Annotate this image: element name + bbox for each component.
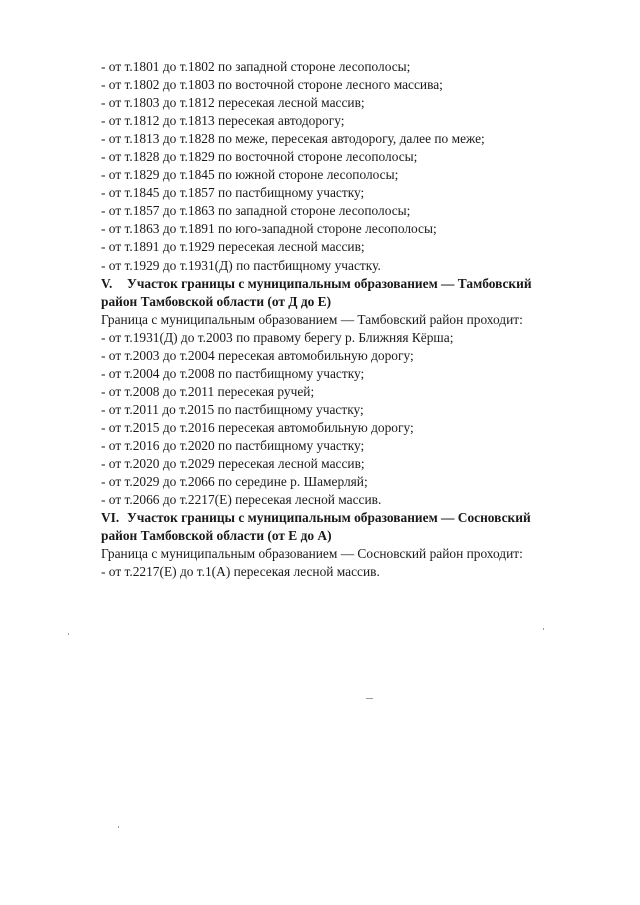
section-vi-heading [101, 509, 611, 527]
list-item: - от т.1829 до т.1845 по южной стороне лесополосы; [101, 167, 399, 183]
section-v-title-line2: район Тамбовской области (от Д до Е) [101, 293, 332, 309]
list-item: - от т.1929 до т.1931(Д) по пастбищному участку. [101, 257, 381, 273]
list-item: - от т.2020 до т.2029 пересекая лесной массив; [101, 456, 365, 472]
section-v-title-line1: Участок границы с муниципальным образованием — Тамбовский [127, 275, 532, 291]
list-item: - от т.2011 до т.2015 по пастбищному участку; [101, 401, 364, 417]
document-body [101, 58, 611, 581]
section-v-heading [101, 275, 611, 293]
section-v-intro: Граница с муниципальным образованием — Тамбовский район проходит: [101, 311, 523, 327]
list-item: - от т.1845 до т.1857 по пастбищному участку; [101, 185, 365, 201]
list-item: - от т.2066 до т.2217(Е) пересекая лесной массив. [101, 492, 382, 508]
list-item: - от т.1803 до т.1812 пересекая лесной массив; [101, 95, 365, 111]
list-item: - от т.1802 до т.1803 по восточной стороне лесного массива; [101, 77, 443, 93]
list-item: - от т.2008 до т.2011 пересекая ручей; [101, 383, 315, 399]
list-item: - от т.2015 до т.2016 пересекая автомобильную дорогу; [101, 419, 414, 435]
scan-speck [118, 826, 119, 828]
section-vi [101, 509, 611, 581]
list-item: - от т.2004 до т.2008 по пастбищному участку; [101, 365, 365, 381]
section-v-number: V. [101, 275, 113, 291]
list-item: - от т.1863 до т.1891 по юго-западной стороне лесополосы; [101, 221, 437, 237]
scan-speck [543, 628, 544, 630]
list-item: - от т.2029 до т.2066 по середине р. Шамерляй; [101, 474, 368, 490]
scan-speck [366, 698, 373, 699]
list-item: - от т.1891 до т.1929 пересекая лесной массив; [101, 239, 365, 255]
section-v [101, 275, 611, 510]
list-item: - от т.1931(Д) до т.2003 по правому берегу р. Ближняя Кёрша; [101, 329, 454, 345]
list-item: - от т.1857 до т.1863 по западной стороне лесополосы; [101, 203, 411, 219]
list-item: - от т.1801 до т.1802 по западной стороне лесополосы; [101, 59, 411, 74]
list-item: - от т.1812 до т.1813 пересекая автодорогу; [101, 113, 345, 129]
list-item: - от т.1828 до т.1829 по восточной стороне лесополосы; [101, 149, 418, 165]
section-vi-title-line1: Участок границы с муниципальным образованием — Сосновский [127, 510, 531, 526]
list-item: - от т.1813 до т.1828 по меже, пересекая автодорогу, далее по меже; [101, 131, 485, 147]
section-iv-list [101, 58, 611, 275]
list-item: - от т.2003 до т.2004 пересекая автомобильную дорогу; [101, 347, 414, 363]
section-vi-title-line2: район Тамбовской области (от Е до А) [101, 528, 332, 544]
scan-speck [68, 633, 69, 635]
section-vi-intro: Граница с муниципальным образованием — Сосновский район проходит: [101, 546, 523, 562]
section-vi-number: VI. [101, 510, 120, 526]
list-item: - от т.2217(Е) до т.1(А) пересекая лесной массив. [101, 564, 380, 580]
list-item: - от т.2016 до т.2020 по пастбищному участку; [101, 437, 365, 453]
